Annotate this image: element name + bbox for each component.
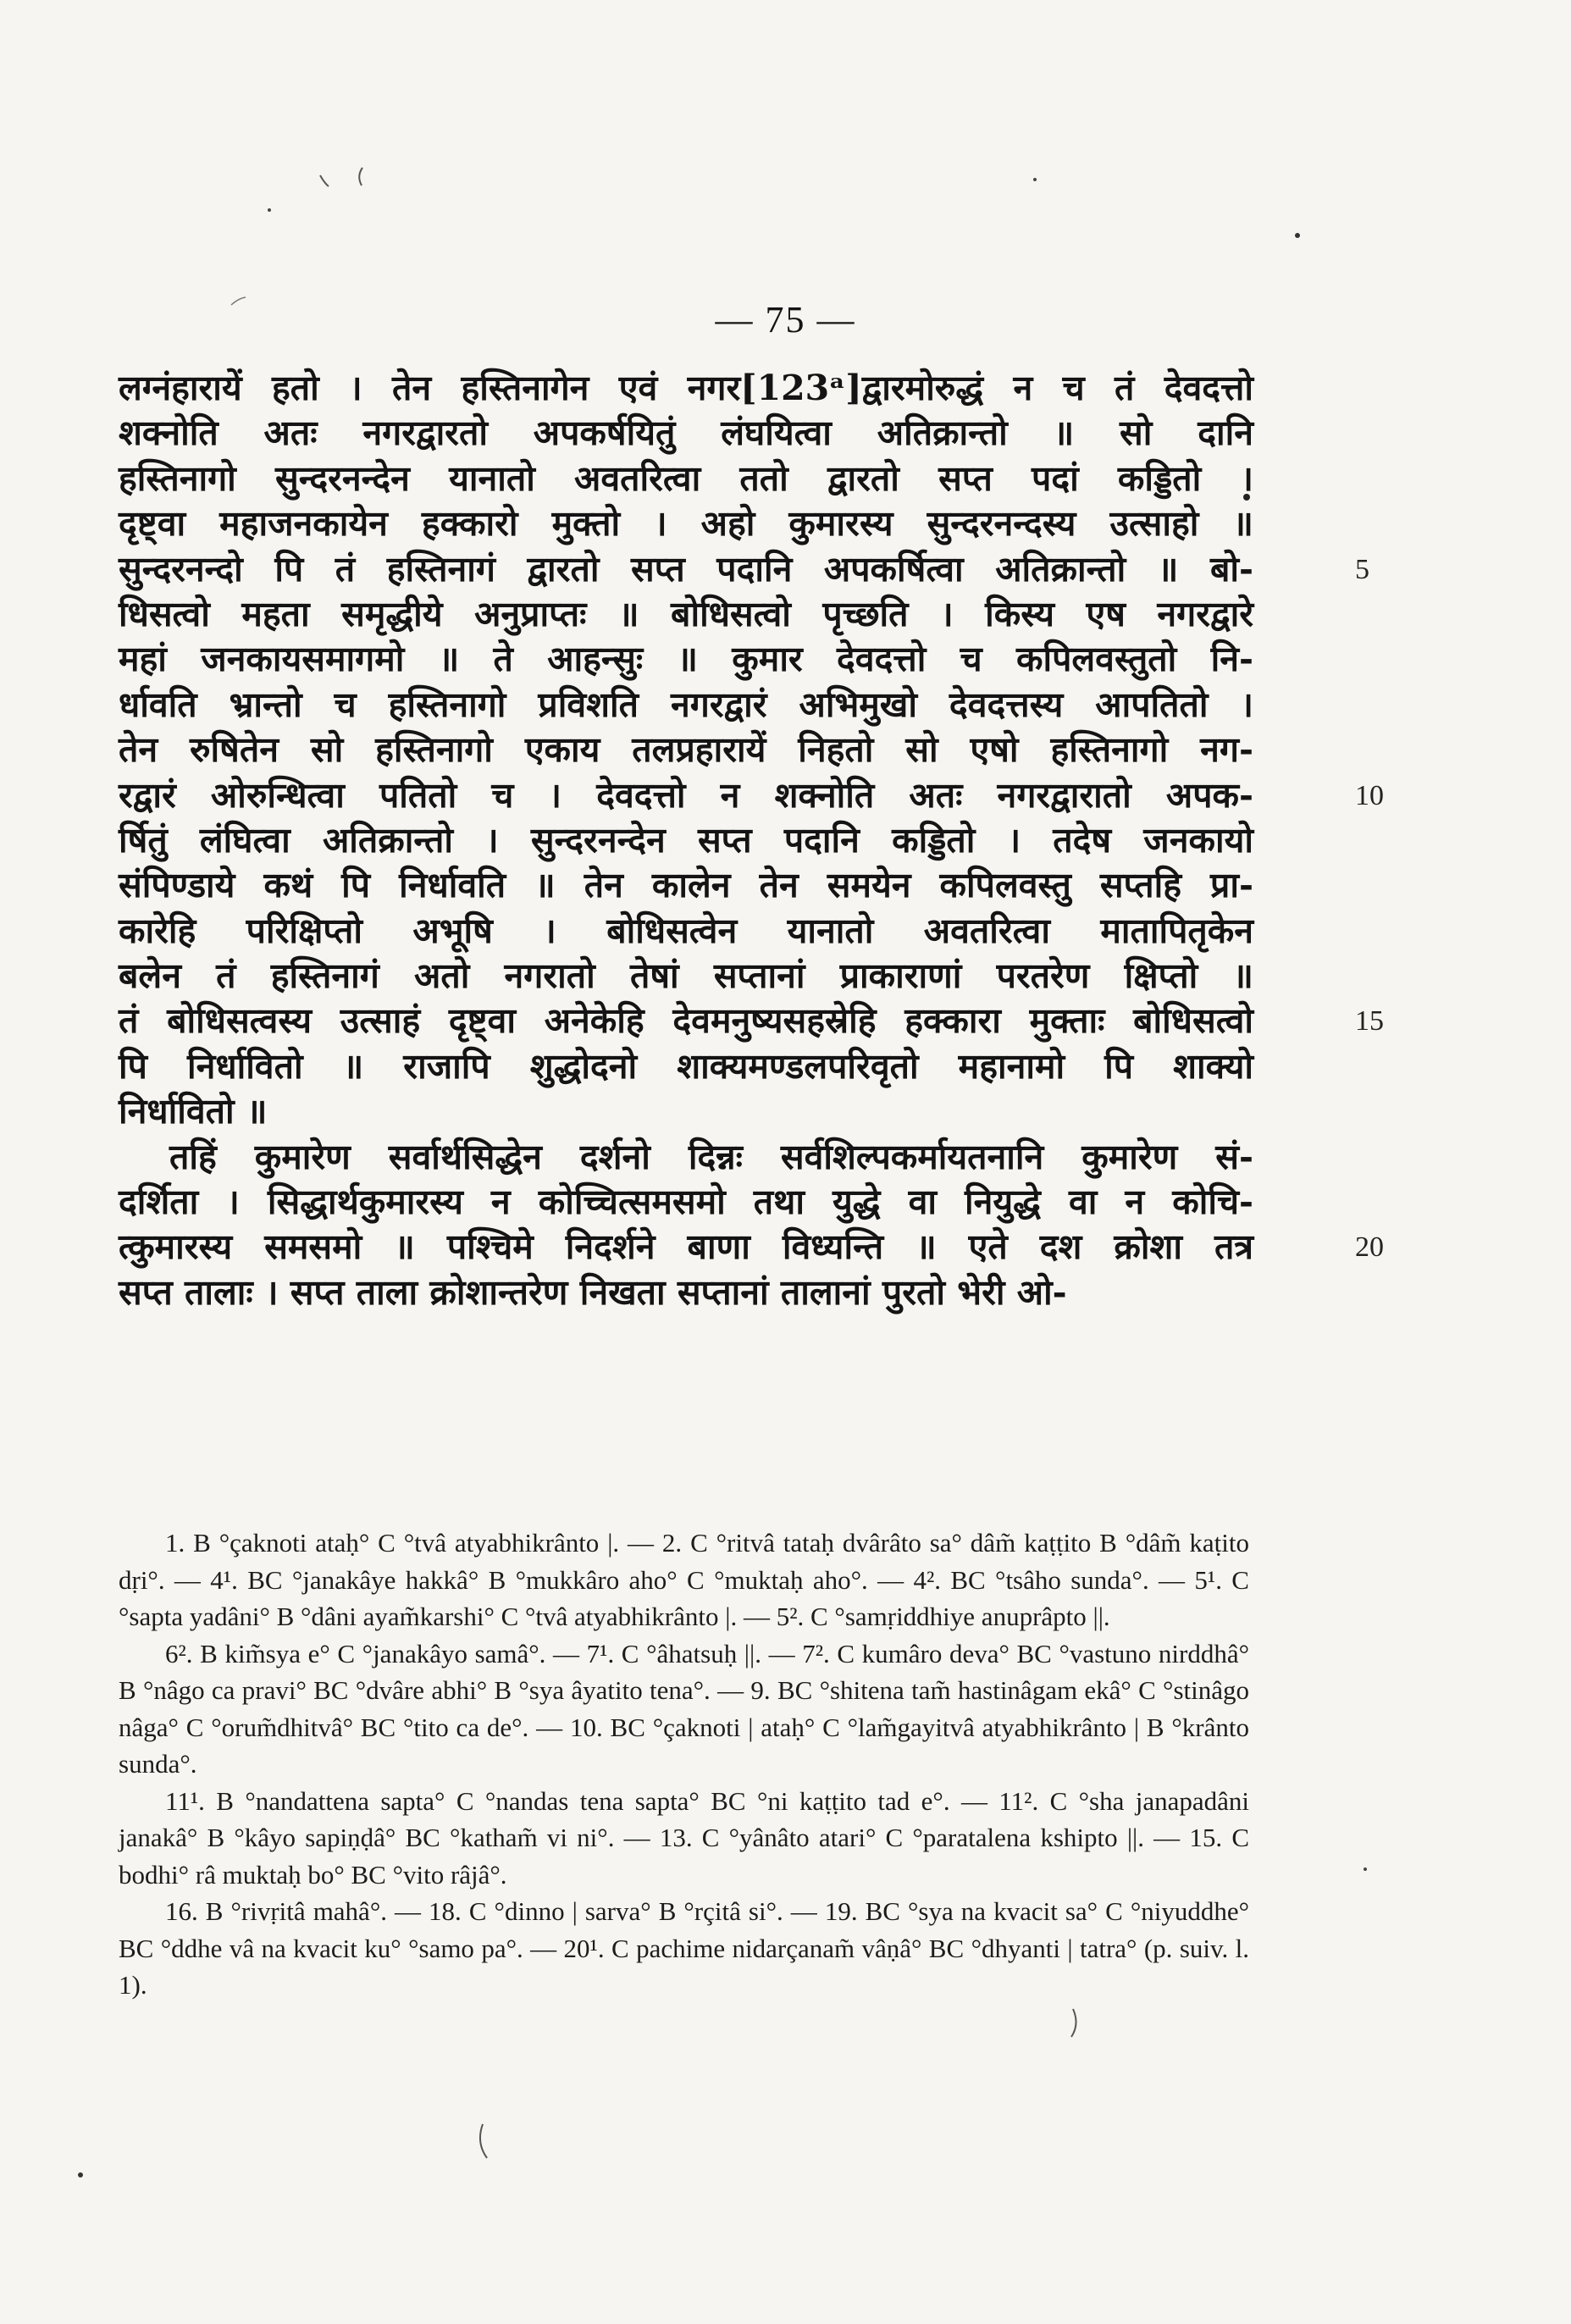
line-text: तहिं कुमारेण सर्वार्थसिद्धेन दर्शनो दिन्नः सर्वशिल्पकर्मायतनानि कुमारेण सं- — [169, 1136, 1253, 1177]
line-text: धिसत्वो महता समृद्धीये अनुप्राप्तः ॥ बोधिसत्वो पृच्छति । किस्य एष नगरद्वारे — [119, 593, 1253, 634]
line-text: त्कुमारस्य समसमो ॥ पश्चिमे निदर्शने बाणा विध्यन्ति ॥ एते दश क्रोशा तत्र — [119, 1226, 1253, 1268]
line-text: पि निर्धावितो ॥ राजापि शुद्धोदनो शाक्यमण्डलपरिवृतो महानामो पि शाक्यो — [119, 1045, 1253, 1087]
footnote-paragraph: 11¹. B °nandattena sapta° C °nandas tena sapta° BC °ni kaṭṭito tad e°. — 11². C °sha janapadâni janakâ° B °kâyo sapiṇḍâ° BC °katham̃ vi ni°. — 13. C °yânâto atari° C °paratalena kshipto ||. — 15. C bodhi° râ muktaḥ bo° BC °vito râjâ°. — [119, 1785, 1249, 1890]
footnote-paragraph: 1. B °çaknoti ataḥ° C °tvâ atyabhikrânto |. — 2. C °ritvâ tataḥ dvârâto sa° dâm̃ kaṭṭito B °dâm̃ kaṭito dṛi°. — 4¹. BC °janakâye hakkâ° B °mukkâro aho° C °muktaḥ aho°. — 4². BC °tsâho sunda°. — 5¹. C °sapta yadâni° B °dâni ayam̃karshi° C °tvâ atyabhikrânto |. — 5². C °samṛiddhiye anuprâpto ||. — [119, 1528, 1249, 1631]
scan-speck — [78, 2172, 83, 2177]
line-text: शक्नोति अतः नगरद्वारतो अपकर्षयितुं लंघयित्वा अतिक्रान्तो ॥ सो दानि — [119, 412, 1253, 454]
footnote-paragraph: 16. B °rivṛitâ mahâ°. — 18. C °dinno | sarva° B °rçitâ si°. — 19. BC °sya na kvacit sa° C °niyuddhe° BC °ddhe vâ na kvacit ku° °samo pa°. — 20¹. C pachime nidarçanam̃ vâṇâ° BC °dhyanti | tatra° (p. suiv. l. 1). — [119, 1896, 1249, 2000]
text-line — [119, 818, 1253, 863]
text-line — [119, 1225, 1384, 1270]
text-line — [119, 863, 1253, 908]
text-line — [119, 366, 1253, 411]
line-text: र्धावति भ्रान्तो च हस्तिनागो प्रविशति नगरद्वारं अभिमुखो देवदत्तस्य आपतितो । — [119, 683, 1253, 725]
line-text: कारेहि परिक्षिप्तो अभूषि । बोधिसत्वेन यानातो अवतरित्वा मातापितृकेन — [119, 910, 1253, 951]
line-text: सुन्दरनन्दो पि तं हस्तिनागं द्वारतो सप्त पदानि अपकर्षित्वा अतिक्रान्तो ॥ बो- — [119, 548, 1253, 589]
line-text: निर्धावितो ॥ — [119, 1091, 268, 1132]
text-line — [119, 1135, 1253, 1180]
scan-speck — [1295, 233, 1300, 238]
scan-speck — [1364, 1868, 1367, 1871]
text-line — [119, 954, 1253, 999]
text-line — [119, 592, 1253, 637]
text-line — [119, 909, 1253, 954]
text-line — [119, 1089, 1253, 1134]
main-text — [119, 366, 1384, 1315]
line-text: महां जनकायसमागमो ॥ ते आहन्सुः ॥ कुमार देवदत्तो च कपिलवस्तुतो नि- — [119, 639, 1253, 680]
scan-mark — [480, 2124, 487, 2158]
line-text: दर्शिता । सिद्धार्थकुमारस्य न कोच्चित्समसमो तथा युद्धे वा नियुद्धे वा न कोचि- — [119, 1181, 1253, 1223]
line-text: हस्तिनागो सुन्दरनन्देन यानातो अवतरित्वा ततो द्वारतो सप्त पदां कड्डितो । — [119, 457, 1253, 499]
scan-mark — [320, 175, 329, 186]
line-text: र्षितुं लंघित्वा अतिक्रान्तो । सुन्दरनन्देन सप्त पदानि कड्डितो । तदेष जनकायो — [119, 819, 1253, 860]
line-number: 5 — [1355, 553, 1369, 585]
page-number: — 75 — — [715, 299, 856, 340]
line-text: लग्नंहारायें हतो । तेन हस्तिनागेन एवं नगर[123ᵃ]द्वारमोरुद्धं न च तं देवदत्तो — [119, 368, 1253, 408]
text-line — [119, 1270, 1253, 1315]
scan-mark — [359, 168, 362, 185]
line-number: 15 — [1355, 1005, 1384, 1038]
text-line — [119, 1180, 1253, 1225]
line-text: तेन रुषितेन सो हस्तिनागो एकाय तलप्रहारायें निहतो सो एषो हस्तिनागो नग- — [119, 729, 1253, 771]
line-text: सप्त तालाः । सप्त ताला क्रोशान्तरेण निखता सप्तानां तालानां पुरतो भेरी ओ- — [119, 1271, 1067, 1313]
line-text: रद्वारं ओरुन्धित्वा पतितो च । देवदत्तो न शक्नोति अतः नगरद्वारातो अपक- — [119, 774, 1253, 816]
line-number: 20 — [1355, 1231, 1384, 1264]
text-line — [119, 637, 1253, 682]
line-text: बलेन तं हस्तिनागं अतो नगरातो तेषां सप्तानां प्राकाराणां परतरेण क्षिप्तो ॥ — [119, 955, 1253, 997]
line-number: 10 — [1355, 779, 1384, 811]
footnotes — [119, 1524, 1249, 2004]
text-line — [119, 501, 1253, 546]
text-line — [119, 547, 1369, 592]
text-line — [119, 999, 1384, 1043]
scan-speck — [268, 208, 271, 212]
line-text: दृष्ट्वा महाजनकायेन हक्कारो मुक्तो । अहो कुमारस्य सुन्दरनन्दस्य उत्साहो ॥ — [119, 503, 1253, 545]
text-line — [119, 411, 1253, 456]
scan-speck — [1033, 178, 1037, 181]
footnote-paragraph: 6². B kim̃sya e° C °janakâyo samâ°. — 7¹. C °âhatsuḥ ||. — 7². C kumâro deva° BC °vastuno nirddhâ° B °nâgo ca pravi° BC °dvâre abhi° B °sya âyatito tena°. — 9. BC °shitena tam̃ hastinâgam ekâ° C °stinâgo nâga° C °orum̃dhitvâ° BC °tito ca de°. — 10. BC °çaknoti | ataḥ° C °lam̃gayitvâ atyabhikrânto | B °krânto sunda°. — [119, 1638, 1249, 1779]
text-line — [119, 456, 1253, 501]
text-line — [119, 1044, 1253, 1089]
text-line — [119, 773, 1384, 818]
scan-mark — [1071, 2009, 1076, 2037]
line-text: संपिण्डाये कथं पि निर्धावति ॥ तेन कालेन तेन समयेन कपिलवस्तु सप्तहि प्रा- — [119, 865, 1253, 906]
text-line — [119, 728, 1253, 772]
text-line — [119, 683, 1253, 728]
line-text: तं बोधिसत्वस्य उत्साहं दृष्ट्वा अनेकेहि देवमनुष्यसहस्रेहि हक्कारा मुक्ताः बोधिसत्वो — [119, 1000, 1253, 1042]
